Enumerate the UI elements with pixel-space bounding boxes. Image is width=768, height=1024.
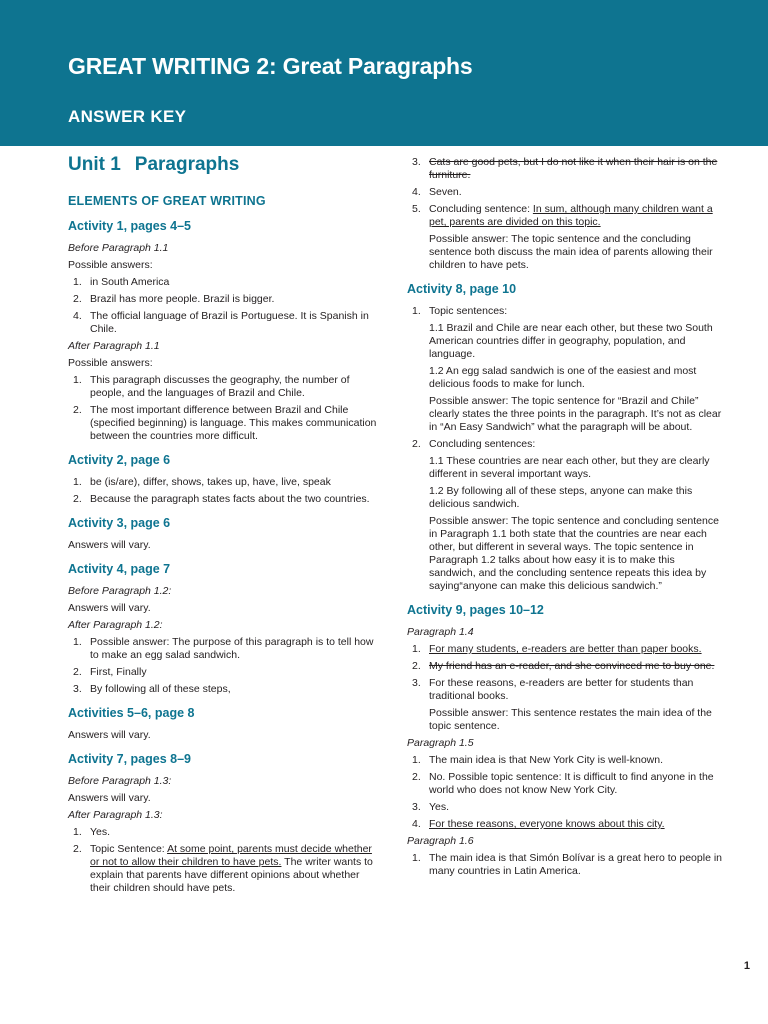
list-item: 2. Topic Sentence: At some point, parents must decide whether or not to allow their children to have pets. The writer wants to explain that parents have different opinions about whether their children should have pets. xyxy=(73,843,373,894)
list-item: 1. Topic sentences: xyxy=(412,305,508,317)
answer-list xyxy=(68,826,380,895)
topic-sentence-underlined: At some point, parents must decide whether or not to allow their children to have pets. xyxy=(90,843,372,868)
answer-list xyxy=(407,852,723,878)
list-item: 3. Cats are good pets, but I do not like it when their hair is on the furniture. xyxy=(412,156,718,181)
unit-heading xyxy=(68,154,380,176)
answer-list xyxy=(68,276,380,336)
list-item: 4. The official language of Brazil is Portuguese. It is Spanish in Chile. xyxy=(73,310,369,335)
possible-answer-note: Possible answer: This sentence restates the main idea of the topic sentence. xyxy=(429,707,712,732)
possible-answer-note: Possible answer: The topic sentence for “Brazil and Chile” clearly states the three points in the paragraph. It’s not as clear in “An Easy Sandwich” what the paragraph will be about. xyxy=(429,395,722,433)
before-label: Before Paragraph 1.1 xyxy=(68,242,169,254)
possible-answer-note: Possible answer: The topic sentence and concluding sentence in Paragraph 1.1 both state that the countries are near each other, but different in several ways. The topic sentence in Paragraph 1.2 talks about how easy it is to make this sandwich, and the concluding sentence repeats this idea by saying“anyone can make this delicious sandwich.” xyxy=(429,515,719,592)
list-item: 2. My friend has an e-reader, and she convinced me to buy one. xyxy=(412,660,715,672)
list-item: 4. Seven. xyxy=(412,186,462,198)
answer-text: Answers will vary. xyxy=(68,539,151,551)
header-banner xyxy=(0,0,768,146)
list-item: 1. For many students, e-readers are better than paper books. xyxy=(412,643,702,655)
list-item: 2. The most important difference between Brazil and Chile (specified beginning) is language. This makes communication between the countries more difficult. xyxy=(73,404,377,442)
answer-list xyxy=(407,156,723,229)
answer-list xyxy=(407,305,723,318)
list-item: 2. First, Finally xyxy=(73,666,147,678)
paragraph-label: Paragraph 1.6 xyxy=(407,835,474,847)
activity-2-heading: Activity 2, page 6 xyxy=(68,453,171,467)
after-label: After Paragraph 1.1 xyxy=(68,340,160,352)
possible-answers-label: Possible answers: xyxy=(68,357,153,369)
list-item: 2. Because the paragraph states facts about the two countries. xyxy=(73,493,370,505)
list-item: 2. Brazil has more people. Brazil is bigger. xyxy=(73,293,275,305)
activity-9-heading: Activity 9, pages 10–12 xyxy=(407,603,544,617)
answer-text: Answers will vary. xyxy=(68,792,151,804)
list-item: 3. Yes. xyxy=(412,801,450,813)
activity-4-heading: Activity 4, page 7 xyxy=(68,562,171,576)
answer-list xyxy=(407,643,723,703)
activity-3-heading: Activity 3, page 6 xyxy=(68,516,171,530)
concluding-sentence-1-1: 1.1 These countries are near each other, but they are clearly different in several important ways. xyxy=(429,455,710,480)
list-item: 2. No. Possible topic sentence: It is difficult to find anyone in the world who does not know New York City. xyxy=(412,771,714,796)
answer-list xyxy=(68,476,380,506)
section-heading: ELEMENTS OF GREAT WRITING xyxy=(68,194,266,208)
answer-list xyxy=(68,374,380,443)
list-item: 1. Yes. xyxy=(73,826,111,838)
list-item: 5. Concluding sentence: In sum, although many children want a pet, parents are divided on this topic. xyxy=(412,203,713,228)
topic-sentence-1-2: 1.2 An egg salad sandwich is one of the easiest and most delicious foods to make for lunch. xyxy=(429,365,697,390)
answer-list xyxy=(407,754,723,831)
after-label: After Paragraph 1.2: xyxy=(68,619,163,631)
activity-1-heading: Activity 1, pages 4–5 xyxy=(68,219,191,233)
paragraph-label: Paragraph 1.5 xyxy=(407,737,474,749)
possible-answer-note: Possible answer: The topic sentence and the concluding sentence both discuss the main idea of parents allowing their children to have pets. xyxy=(429,233,713,271)
list-item: 1. Possible answer: The purpose of this paragraph is to tell how to make an egg salad sandwich. xyxy=(73,636,374,661)
list-item: 1. be (is/are), differ, shows, takes up, have, live, speak xyxy=(73,476,331,488)
struck-sentence: Cats are good pets, but I do not like it when their hair is on the furniture. xyxy=(429,156,718,181)
list-item: 1. The main idea is that New York City is well-known. xyxy=(412,754,664,766)
topic-sentence-1-1: 1.1 Brazil and Chile are near each other, but these two South American countries differ in geography, population, and language. xyxy=(429,322,713,360)
list-item: 1. in South America xyxy=(73,276,170,288)
after-label: After Paragraph 1.3: xyxy=(68,809,163,821)
concluding-sentence-underlined: In sum, although many children want a pet, parents are divided on this topic. xyxy=(429,203,713,228)
document-title: GREAT WRITING 2: Great Paragraphs xyxy=(68,53,473,79)
list-item: 2. Concluding sentences: xyxy=(412,438,536,450)
activity-7-heading: Activity 7, pages 8–9 xyxy=(68,752,191,766)
activities-5-6-heading: Activities 5–6, page 8 xyxy=(68,706,195,720)
left-column xyxy=(68,152,380,899)
page-number: 1 xyxy=(743,960,750,972)
list-item: 3. By following all of these steps, xyxy=(73,683,231,695)
list-item: 1. This paragraph discusses the geography, the number of people, and the languages of Brazil and Chile. xyxy=(73,374,350,399)
unit-name: Paragraphs xyxy=(134,154,240,175)
answer-text: Answers will vary. xyxy=(68,602,151,614)
paragraph-label: Paragraph 1.4 xyxy=(407,626,474,638)
answer-text: Answers will vary. xyxy=(68,729,151,741)
unit-label: Unit 1 xyxy=(68,154,121,175)
right-column xyxy=(407,156,723,882)
list-item: 4. For these reasons, everyone knows about this city. xyxy=(412,818,665,830)
list-item: 3. For these reasons, e-readers are better for students than traditional books. xyxy=(412,677,694,702)
activity-8-heading: Activity 8, page 10 xyxy=(407,282,517,296)
answer-list xyxy=(68,636,380,696)
concluding-sentence-1-2: 1.2 By following all of these steps, anyone can make this delicious sandwich. xyxy=(429,485,693,510)
list-item: 1. The main idea is that Simón Bolívar is a great hero to people in many countries in Latin America. xyxy=(412,852,722,877)
document-subtitle: ANSWER KEY xyxy=(68,107,187,126)
answer-list xyxy=(407,438,723,451)
before-label: Before Paragraph 1.2: xyxy=(68,585,172,597)
before-label: Before Paragraph 1.3: xyxy=(68,775,172,787)
possible-answers-label: Possible answers: xyxy=(68,259,153,271)
